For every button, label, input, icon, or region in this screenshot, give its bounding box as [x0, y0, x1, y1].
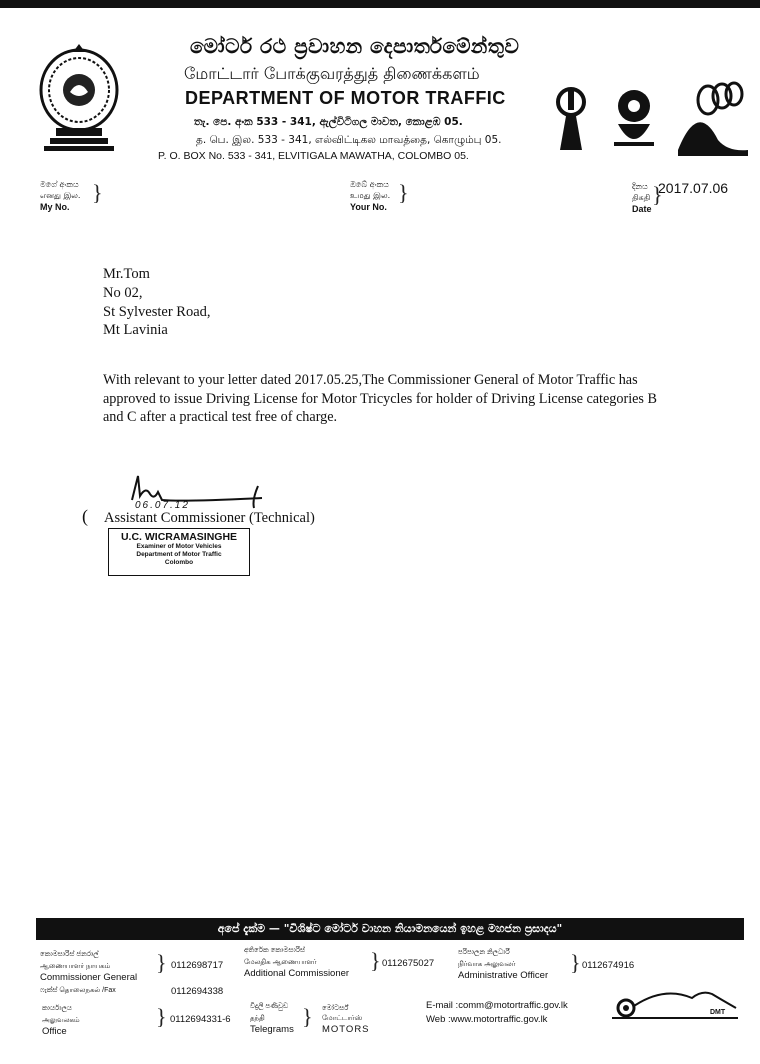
fax-number: 0112694338: [171, 986, 224, 997]
letter-date: 2017.07.06: [658, 180, 729, 196]
ao-brace: }: [570, 950, 581, 975]
ac-sinhala: අතිරේක කොමසාරිස්: [244, 947, 306, 954]
recipient-address-line-1: No 02,: [103, 285, 143, 301]
my-no-sinhala: මගේ අංකය: [40, 180, 79, 189]
recipient-address-line-2: St Sylvester Road,: [103, 304, 211, 320]
motors-sinhala: මෝටර්ස්: [322, 1005, 349, 1012]
dept-name-tamil: மோட்டார் போக்குவரத்துத் திணைக்களம்: [184, 64, 480, 83]
office-phone: 0112694331-6: [170, 1014, 231, 1025]
motors-tamil: மோட்டார்ஸ்: [322, 1015, 363, 1022]
official-stamp: [108, 528, 250, 576]
email-line: E-mail :comm@motortraffic.gov.lk: [426, 1000, 568, 1011]
my-no-label: My No.: [40, 202, 70, 212]
telegram-tamil: தந்தி: [250, 1015, 265, 1022]
my-no-brace: }: [92, 180, 103, 205]
recipient-address-line-3: Mt Lavinia: [103, 322, 168, 338]
recipient-name: Mr.Tom: [103, 266, 150, 282]
telegram-english: Telegrams: [250, 1024, 294, 1035]
date-sinhala: දිනය: [632, 182, 648, 191]
ao-sinhala: පරිපාලන නිලධාරී: [458, 949, 510, 956]
wheel-emblem-icon: [608, 84, 660, 150]
bracket-mark: (: [82, 506, 88, 526]
body-line-3: and C after a practical test free of charge.: [103, 409, 338, 425]
footer-motto-band: අපේ දැක්ම — "විශිෂ්ට මෝටර් වාහන නියාමනයෙන් ඉහළ මහජන ප්‍රසාදය": [36, 918, 744, 940]
your-no-label: Your No.: [350, 202, 387, 212]
office-tamil: அலுவலகம்: [42, 1017, 80, 1024]
cg-brace: }: [156, 950, 167, 975]
stamp-line-3: Colombo: [164, 559, 194, 566]
stamp-line-1: Examiner of Motor Vehicles: [136, 543, 222, 550]
office-sinhala: කාර්යාලය: [42, 1005, 72, 1012]
ac-english: Additional Commissioner: [244, 968, 350, 979]
motors-english: MOTORS: [322, 1024, 370, 1035]
vehicles-emblem-icon: [668, 80, 752, 156]
ao-tamil: நிர்வாக அலுவலர்: [458, 961, 516, 968]
your-no-brace: }: [398, 180, 409, 205]
address-sinhala: තැ. පෙ. අංක 533 - 341, ඇල්විටිගල මාවත, කොළඹ 05.: [194, 116, 463, 128]
body-line-1: With relevant to your letter dated 2017.05.25,The Commissioner General of Motor Traffic has: [103, 372, 638, 388]
cg-tamil: ஆணையாளர் நாயகம்: [40, 963, 111, 970]
ac-brace: }: [370, 948, 381, 973]
address-tamil: த. பெ. இல. 533 - 341, எல்விட்டிகல மாவத்தை, கொழும்பு 05.: [196, 134, 502, 146]
scan-top-edge: [0, 0, 760, 8]
stamp-line-2: Department of Motor Traffic: [136, 551, 222, 558]
web-line: Web :www.motortraffic.gov.lk: [426, 1014, 548, 1025]
your-no-tamil: உமது இல.: [350, 191, 391, 200]
ac-tamil: மேலதிக ஆணையாளர்: [244, 959, 317, 966]
body-line-2: approved to issue Driving License for Motor Tricycles for holder of Driving License categories B: [103, 391, 657, 407]
ao-phone: 0112674916: [582, 960, 635, 971]
fax-label: ෆැක්ස් தொலைநகல் /Fax: [40, 987, 116, 994]
date-tamil: திகதி: [632, 193, 651, 202]
stamp-name: U.C. WICRAMASINGHE: [120, 531, 238, 543]
ac-phone: 0112675027: [382, 958, 435, 969]
date-brace: }: [652, 182, 663, 207]
dmt-logo-text: DMT: [710, 1009, 726, 1016]
office-brace: }: [156, 1004, 167, 1029]
signature-date: 06.07.12: [135, 500, 190, 511]
telegram-brace: }: [302, 1004, 313, 1029]
my-no-tamil: எனது இல.: [40, 191, 81, 200]
dept-name-sinhala: මෝටර් රථ ප්‍රවාහන දෙපාර්තමේන්තුව: [190, 34, 520, 58]
ao-english: Administrative Officer: [458, 970, 549, 981]
date-label: Date: [632, 204, 652, 214]
telegram-sinhala: විදුලි පණිවුඩ: [250, 1003, 289, 1010]
office-english: Office: [42, 1026, 67, 1037]
cg-phone: 0112698717: [171, 960, 224, 971]
national-emblem-icon: [36, 38, 122, 154]
signatory-designation: Assistant Commissioner (Technical): [104, 510, 315, 526]
your-no-sinhala: ඔබේ අංකය: [350, 180, 389, 189]
dmt-logo-icon: [608, 984, 746, 1024]
cg-english: Commissioner General: [40, 972, 138, 983]
address-english: P. O. BOX No. 533 - 341, ELVITIGALA MAWATHA, COLOMBO 05.: [158, 150, 469, 162]
dept-name-english: DEPARTMENT OF MOTOR TRAFFIC: [185, 88, 506, 108]
traffic-light-icon: [548, 86, 594, 152]
cg-sinhala: කොමසාරිස් ජනරාල්: [40, 951, 99, 958]
